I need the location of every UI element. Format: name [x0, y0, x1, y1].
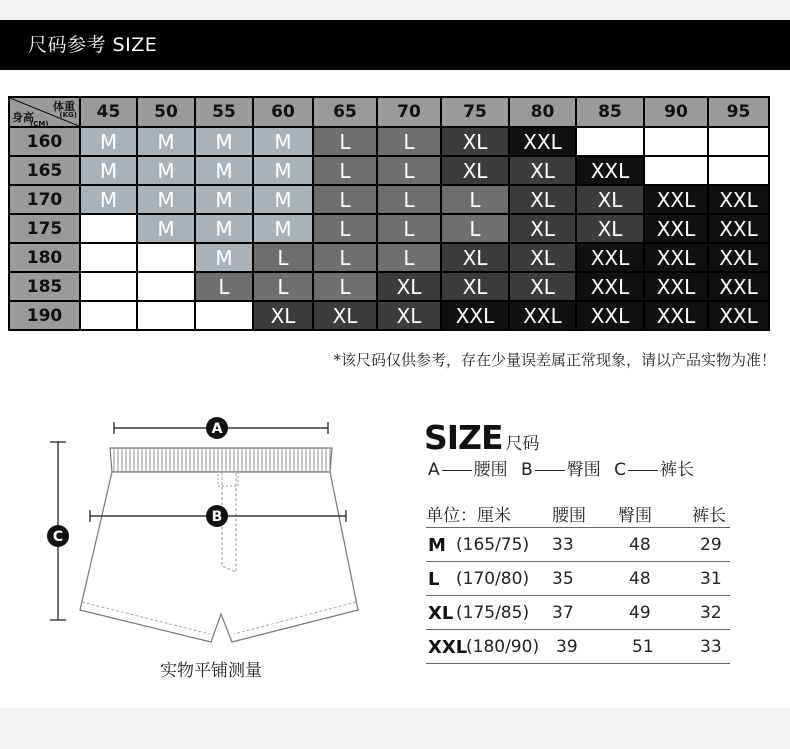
- size-heading: [424, 418, 540, 457]
- table-row: [9, 156, 769, 185]
- table-row: [9, 272, 769, 301]
- size-cell: [80, 301, 137, 330]
- size-cell: XXL: [708, 301, 769, 330]
- size-cell: L: [313, 243, 377, 272]
- page-title: 尺码参考 SIZE: [0, 20, 790, 70]
- size-cell: XXL: [576, 301, 644, 330]
- size-cell: XXL: [509, 127, 576, 156]
- measurement-row-m: [426, 528, 730, 562]
- weight-label: 体重: [53, 100, 75, 113]
- size-cell: XXL: [708, 214, 769, 243]
- weight-unit: (KG): [59, 111, 77, 119]
- size-cell: M: [80, 185, 137, 214]
- size-cell: [708, 127, 769, 156]
- size-cell: XXL: [644, 214, 708, 243]
- hip-value: 49: [629, 603, 651, 623]
- marker-c-label: C: [52, 529, 64, 545]
- legend-name-a: 腰围: [473, 460, 508, 480]
- weight-header: 70: [377, 97, 441, 127]
- measurement-row-xxl: [426, 630, 730, 664]
- size-cell: M: [253, 214, 313, 243]
- height-label-cell: 180: [9, 243, 80, 272]
- size-cell: XL: [253, 301, 313, 330]
- size-fit: (175/85): [456, 603, 530, 623]
- hip-value: 51: [632, 637, 654, 657]
- size-fit: (165/75): [456, 535, 530, 555]
- legend-name-b: 臀围: [566, 460, 601, 480]
- table-row: [9, 243, 769, 272]
- size-code: M: [428, 535, 446, 556]
- size-cell: [644, 156, 708, 185]
- size-cell: XL: [509, 185, 576, 214]
- height-label-cell: 170: [9, 185, 80, 214]
- size-cell: XXL: [576, 156, 644, 185]
- size-cell: M: [253, 185, 313, 214]
- height-label-cell: 165: [9, 156, 80, 185]
- waist-value: 35: [552, 569, 574, 589]
- size-cell: [195, 301, 253, 330]
- size-title-cn: 尺码: [505, 434, 540, 454]
- size-cell: [644, 127, 708, 156]
- weight-header: 85: [576, 97, 644, 127]
- length-value: 32: [700, 603, 722, 623]
- legend-key-b: B: [521, 460, 533, 480]
- weight-header: 80: [509, 97, 576, 127]
- height-label: 身高: [12, 111, 34, 124]
- marker-b-label: B: [211, 509, 223, 525]
- size-cell: XXL: [644, 243, 708, 272]
- length-value: 33: [700, 637, 722, 657]
- legend-key-c: C: [614, 460, 626, 480]
- measurement-row-xl: [426, 596, 730, 630]
- weight-header: 95: [708, 97, 769, 127]
- size-cell: L: [313, 214, 377, 243]
- size-cell: M: [195, 185, 253, 214]
- weight-header: 90: [644, 97, 708, 127]
- size-cell: M: [80, 127, 137, 156]
- size-cell: L: [441, 214, 509, 243]
- size-cell: L: [313, 127, 377, 156]
- size-cell: XXL: [644, 272, 708, 301]
- size-chart-table: [8, 96, 770, 331]
- size-cell: XL: [509, 272, 576, 301]
- size-cell: XXL: [708, 185, 769, 214]
- height-label-cell: 185: [9, 272, 80, 301]
- table-row: [9, 185, 769, 214]
- size-cell: XXL: [644, 185, 708, 214]
- size-cell: XL: [441, 127, 509, 156]
- weight-header: 60: [253, 97, 313, 127]
- size-cell: L: [377, 214, 441, 243]
- size-cell: XL: [377, 301, 441, 330]
- size-cell: L: [313, 185, 377, 214]
- size-cell: [80, 243, 137, 272]
- size-cell: M: [253, 156, 313, 185]
- size-cell: XL: [377, 272, 441, 301]
- size-cell: XL: [441, 156, 509, 185]
- table-corner: [9, 97, 80, 127]
- size-cell: M: [195, 156, 253, 185]
- height-label-cell: 175: [9, 214, 80, 243]
- size-cell: L: [377, 243, 441, 272]
- size-cell: XL: [576, 214, 644, 243]
- measurement-row-l: [426, 562, 730, 596]
- size-fit: (170/80): [456, 569, 530, 589]
- length-header: 裤长: [692, 506, 726, 526]
- size-cell: M: [137, 156, 195, 185]
- size-cell: L: [377, 185, 441, 214]
- size-cell: M: [253, 127, 313, 156]
- marker-a-label: A: [211, 421, 223, 437]
- size-cell: XL: [576, 185, 644, 214]
- size-cell: L: [195, 272, 253, 301]
- size-cell: XXL: [509, 301, 576, 330]
- size-cell: XL: [509, 243, 576, 272]
- size-cell: XXL: [576, 272, 644, 301]
- waist-value: 37: [552, 603, 574, 623]
- height-label-cell: 160: [9, 127, 80, 156]
- size-cell: L: [313, 156, 377, 185]
- size-cell: L: [313, 272, 377, 301]
- size-cell: L: [253, 243, 313, 272]
- size-cell: L: [253, 272, 313, 301]
- size-cell: [137, 301, 195, 330]
- top-margin: [0, 0, 790, 20]
- size-cell: XL: [441, 272, 509, 301]
- size-cell: M: [137, 127, 195, 156]
- measurement-header-row: [426, 494, 730, 528]
- size-cell: M: [195, 214, 253, 243]
- size-code: XL: [428, 603, 454, 624]
- size-cell: M: [137, 185, 195, 214]
- length-value: 31: [700, 569, 722, 589]
- size-code: XXL: [428, 637, 468, 658]
- size-cell: XXL: [708, 243, 769, 272]
- legend-key-a: A: [428, 460, 440, 480]
- size-cell: L: [377, 127, 441, 156]
- weight-header: 75: [441, 97, 509, 127]
- diagram-caption: 实物平铺测量: [160, 661, 262, 681]
- height-unit: (CM): [30, 120, 49, 128]
- size-code: L: [428, 569, 440, 590]
- weight-header: 65: [313, 97, 377, 127]
- size-cell: [708, 156, 769, 185]
- measurement-legend: [428, 455, 694, 480]
- size-cell: XXL: [441, 301, 509, 330]
- size-cell: M: [195, 243, 253, 272]
- weight-header: 55: [195, 97, 253, 127]
- hip-value: 48: [629, 535, 651, 555]
- size-cell: L: [377, 156, 441, 185]
- measurement-table: [426, 494, 730, 664]
- bottom-margin: [0, 708, 790, 749]
- unit-label: 单位：厘米: [426, 506, 511, 526]
- shorts-diagram: [40, 410, 360, 660]
- size-cell: XL: [509, 214, 576, 243]
- size-cell: XXL: [708, 272, 769, 301]
- size-cell: XL: [441, 243, 509, 272]
- size-cell: M: [195, 127, 253, 156]
- size-cell: M: [80, 156, 137, 185]
- size-fit: (180/90): [466, 637, 540, 657]
- length-value: 29: [700, 535, 722, 555]
- size-cell: XXL: [644, 301, 708, 330]
- table-row: [9, 214, 769, 243]
- waist-value: 39: [556, 637, 578, 657]
- hip-header: 臀围: [618, 506, 652, 526]
- legend-name-c: 裤长: [660, 460, 694, 480]
- height-label-cell: 190: [9, 301, 80, 330]
- size-cell: [137, 272, 195, 301]
- table-row: [9, 127, 769, 156]
- table-row: [9, 301, 769, 330]
- size-cell: XL: [313, 301, 377, 330]
- disclaimer-note: *该尺码仅供参考，存在少量误差属正常现象，请以产品实物为准！: [333, 351, 776, 369]
- weight-header: 50: [137, 97, 195, 127]
- waist-header: 腰围: [552, 506, 586, 526]
- size-cell: [80, 214, 137, 243]
- size-title: SIZE: [424, 418, 503, 457]
- size-cell: L: [441, 185, 509, 214]
- size-cell: XL: [509, 156, 576, 185]
- size-cell: [80, 272, 137, 301]
- size-cell: [137, 243, 195, 272]
- waist-value: 33: [552, 535, 574, 555]
- size-cell: XXL: [576, 243, 644, 272]
- size-cell: [576, 127, 644, 156]
- size-cell: M: [137, 214, 195, 243]
- weight-header: 45: [80, 97, 137, 127]
- hip-value: 48: [629, 569, 651, 589]
